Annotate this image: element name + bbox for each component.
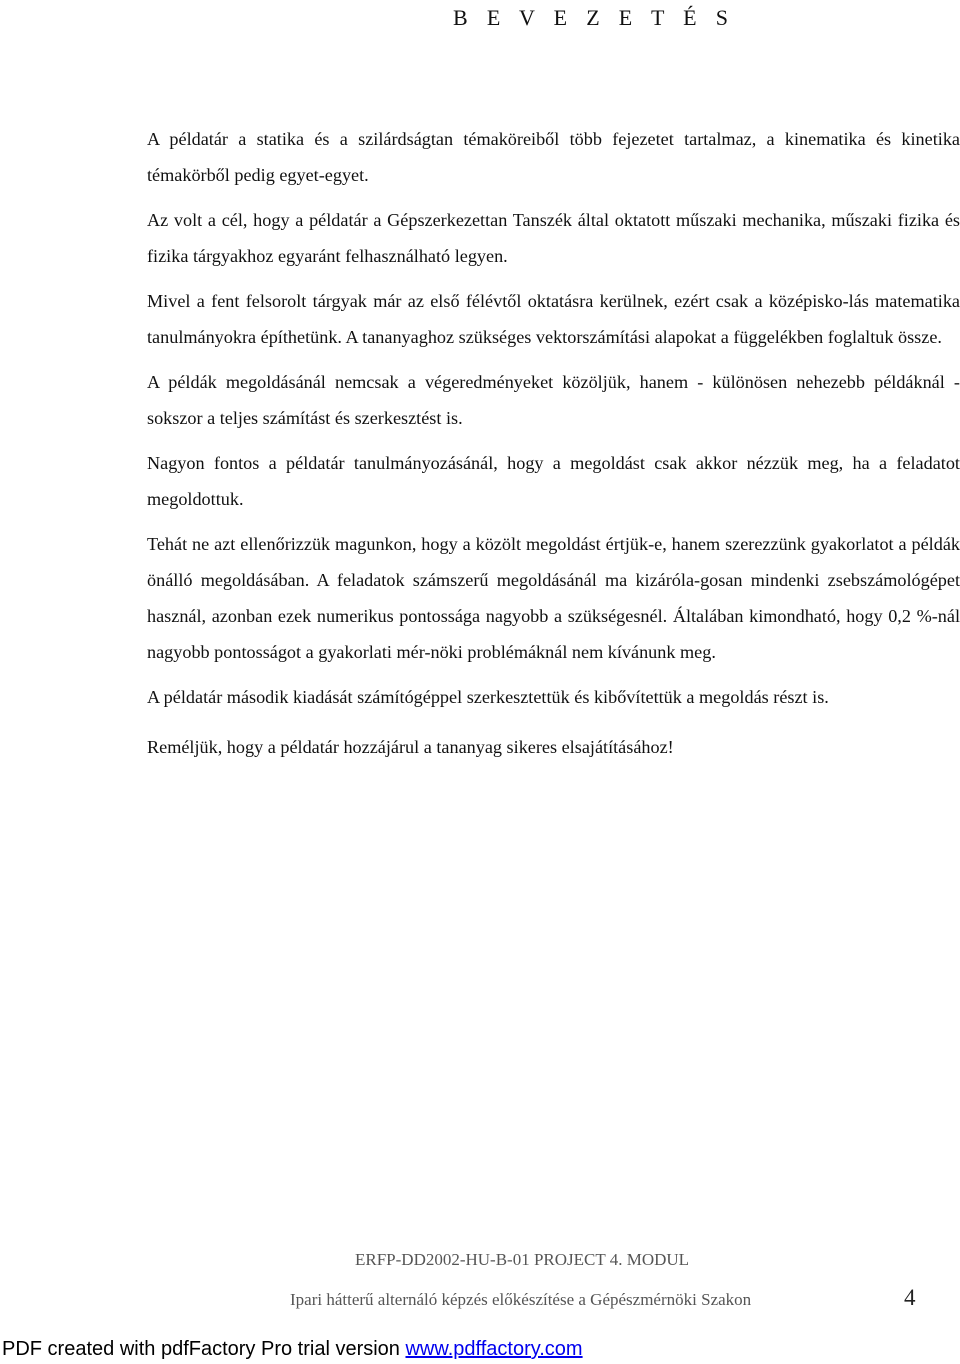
- paragraph-practice: Tehát ne azt ellenőrizzük magunkon, hogy a közölt megoldást értjük-e, hanem szerezzünk gyakorlatot a példák önálló megoldásában. A feladatok számszerű megoldásánál ma kizáróla-gosan mindenki zsebszámológépet használ, azonban ezek numerikus pontossága nagyobb a szükségesnél. Általában kimondható, hogy 0,2 %-nál nagyobb pontosságot a gyakorlati mér-nöki problémáknál nem kívánunk meg.: [147, 534, 960, 662]
- paragraph-closing: Reméljük, hogy a példatár hozzájárul a tananyag sikeres elsajátításához!: [147, 737, 674, 757]
- pdf-banner-text: PDF created with pdfFactory Pro trial version: [2, 1338, 406, 1360]
- paragraph-intro: A példatár a statika és a szilárdságtan témaköreiből több fejezetet tartalmaz, a kinematika és kinetika témakörből pedig egyet-egyet.: [147, 129, 960, 185]
- page-heading: B E V E Z E T É S: [453, 5, 735, 30]
- document-body: [147, 121, 960, 765]
- paragraph-second-edition: A példatár második kiadását számítógéppel szerkesztettük és kibővítettük a megoldás részt is.: [147, 687, 829, 707]
- pdf-creator-banner: [2, 1336, 583, 1362]
- paragraph-prerequisites: Mivel a fent felsorolt tárgyak már az első félévtől oktatásra kerülnek, ezért csak a középisko-lás matematika tanulmányokra építhetünk. A tananyaghoz szükséges vektorszámítási alapokat a függelékben foglaltuk össze.: [147, 291, 960, 347]
- page-number: 4: [904, 1285, 916, 1310]
- footer-project-code: ERFP-DD2002-HU-B-01 PROJECT 4. MODUL: [355, 1250, 690, 1269]
- footer-course-title: Ipari hátterű alternáló képzés előkészítése a Gépészmérnöki Szakon: [290, 1290, 752, 1309]
- paragraph-goal: Az volt a cél, hogy a példatár a Gépszerkezettan Tanszék által oktatott műszaki mechanika, műszaki fizika és fizika tárgyakhoz egyaránt felhasználható legyen.: [147, 210, 960, 266]
- paragraph-solutions: A példák megoldásánál nemcsak a végeredményeket közöljük, hanem - különösen nehezebb példáknál - sokszor a teljes számítást és szerkesztést is.: [147, 372, 960, 428]
- paragraph-study-advice: Nagyon fontos a példatár tanulmányozásánál, hogy a megoldást csak akkor nézzük meg, ha a feladatot megoldottuk.: [147, 453, 960, 509]
- pdffactory-link[interactable]: www.pdffactory.com: [405, 1338, 583, 1360]
